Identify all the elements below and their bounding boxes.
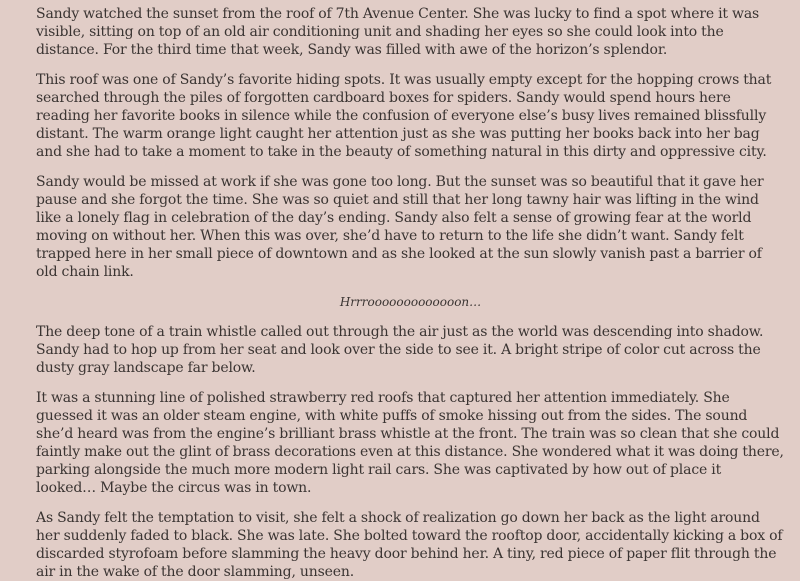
story-paragraph: It was a stunning line of polished strawberry red roofs that captured her attention immediately. She guessed it was an older steam engine, with white puffs of smoke hissing out from the sides. The sound she’d heard was from the engine’s brilliant brass whistle at the front. The train was so clean that she could faintly make out the glint of brass decorations even at this distance. She wondered what it was doing there, parking alongside the much more modern light rail cars. She was captivated by how out of place it looked… Maybe the circus was in town. bbox=[36, 390, 784, 496]
story-paragraph: Sandy watched the sunset from the roof of 7th Avenue Center. She was lucky to find a spot where it was visible, sitting on top of an old air conditioning unit and shading her eyes so she could look into the distance. For the third time that week, Sandy was filled with awe of the horizon’s splendor. bbox=[36, 6, 760, 58]
scene-break: Hrrrooooooooooooon… bbox=[339, 295, 482, 309]
story-paragraph: As Sandy felt the temptation to visit, she felt a shock of realization go down her back as the light around her suddenly faded to black. She was late. She bolted toward the rooftop door, accidentally kicking a box of discarded styrofoam before slamming the heavy door behind her. A tiny, red piece of paper flit through the air in the wake of the door slamming, unseen. bbox=[36, 510, 783, 580]
story-paragraph: Sandy would be missed at work if she was gone too long. But the sunset was so beautiful that it gave her pause and she forgot the time. She was so quiet and still that her long tawny hair was lifting in the wind like a lonely flag in celebration of the day’s ending. Sandy also felt a sense of growing fear at the world moving on without her. When this was over, she’d have to return to the life she didn’t want. Sandy felt trapped here in her small piece of downtown and as she looked at the sun slowly vanish past a barrier of old chain link. bbox=[36, 174, 764, 280]
story-paragraph: The deep tone of a train whistle called out through the air just as the world was descending into shadow. Sandy had to hop up from her seat and look over the side to see it. A bright stripe of color cut across the dusty gray landscape far below. bbox=[36, 324, 764, 376]
story-paragraph: This roof was one of Sandy’s favorite hiding spots. It was usually empty except for the hopping crows that searched through the piles of forgotten cardboard boxes for spiders. Sandy would spend hours here reading her favorite books in silence while the confusion of everyone else’s busy lives remained blissfully distant. The warm orange light caught her attention just as she was putting her books back into her bag and she had to take a moment to take in the beauty of something natural in this dirty and oppressive city. bbox=[36, 72, 772, 160]
